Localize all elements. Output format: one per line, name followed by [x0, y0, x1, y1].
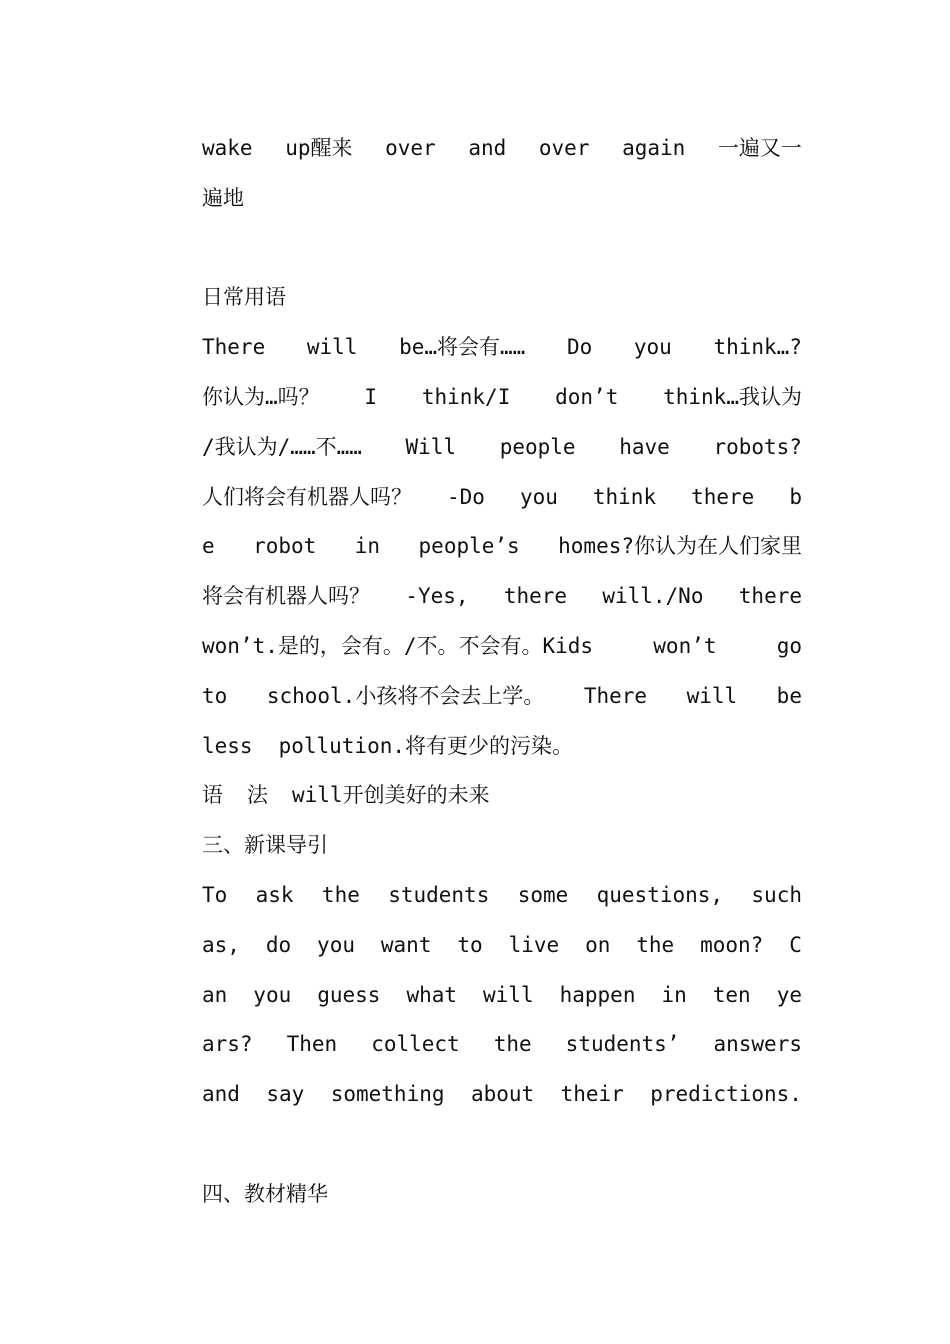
word: 四、教材精华: [202, 1181, 328, 1206]
word: won’t: [653, 633, 717, 658]
word: the: [493, 1032, 532, 1057]
word: the: [636, 932, 675, 957]
word: homes?你认为在人们家里: [558, 534, 802, 559]
word: pollution.将有更少的污染。: [278, 733, 574, 758]
word: you: [253, 982, 292, 1007]
text-line: [202, 871, 802, 921]
word: go: [776, 633, 802, 658]
text-line: [202, 971, 802, 1021]
text-line: [202, 572, 802, 622]
word: 将会有机器人吗？: [202, 584, 370, 609]
word: happen: [559, 982, 636, 1007]
word: and: [202, 1082, 240, 1107]
word: will开创美好的未来: [292, 783, 490, 808]
word: people’s: [418, 534, 520, 559]
word: will: [483, 982, 534, 1007]
word: Do: [566, 335, 593, 360]
word: e: [202, 534, 215, 559]
word: what: [406, 982, 458, 1007]
word: To: [202, 882, 228, 907]
word: won’t.是的，会有。/不。不会有。Kids: [202, 633, 594, 658]
word: think…我认为: [663, 384, 802, 409]
word: 人们将会有机器人吗？: [202, 484, 412, 509]
word: will: [686, 683, 738, 708]
word: up醒来: [285, 136, 353, 160]
word: say: [266, 1082, 305, 1107]
word: students’: [565, 1032, 680, 1057]
word: 日常用语: [202, 285, 286, 310]
text-line: [202, 124, 802, 174]
word: people: [499, 434, 576, 459]
word: be…将会有……: [399, 335, 526, 360]
word: -Do: [447, 484, 485, 509]
word: C: [789, 932, 802, 957]
word: think/I: [421, 384, 511, 409]
word: on: [585, 932, 611, 957]
word: students: [388, 882, 490, 907]
word: predictions.: [650, 1082, 802, 1107]
word: about: [470, 1082, 535, 1107]
word: less: [202, 733, 253, 758]
word: again: [622, 136, 686, 160]
word: some: [517, 882, 569, 907]
word: 法: [247, 783, 268, 808]
word: think…?: [713, 335, 802, 360]
word: I: [364, 384, 378, 409]
word: 三、新课导引: [202, 833, 328, 858]
word: you: [633, 335, 672, 360]
word: 遍地: [202, 185, 244, 210]
word: -Yes,: [405, 584, 469, 609]
word: b: [789, 484, 802, 509]
word: collect: [371, 1032, 460, 1057]
word: ye: [776, 982, 802, 1007]
word: robots?: [713, 434, 802, 459]
word: school.小孩将不会去上学。: [266, 683, 545, 708]
word: will: [306, 335, 358, 360]
word: live: [508, 932, 560, 957]
word: /我认为/……不……: [202, 434, 362, 459]
text-line: [202, 771, 802, 821]
word: 语: [202, 783, 223, 808]
word: as,: [202, 932, 240, 957]
word: Then: [286, 1032, 338, 1057]
word: over: [538, 136, 590, 160]
word: over: [385, 136, 436, 160]
text-line: [202, 1170, 802, 1220]
text-line: [202, 373, 802, 423]
text-line: [202, 722, 802, 772]
word: you: [519, 484, 558, 509]
text-line: [202, 921, 802, 971]
word: moon?: [700, 932, 764, 957]
word: There: [583, 683, 648, 708]
word: ask: [255, 882, 294, 907]
blank-line: [202, 224, 802, 274]
word: guess: [317, 982, 381, 1007]
word: ten: [712, 982, 751, 1007]
word: such: [751, 882, 802, 907]
text-line: [202, 323, 802, 373]
text-line: [202, 622, 802, 672]
text-line: [202, 821, 802, 871]
text-line: [202, 672, 802, 722]
word: in: [661, 982, 687, 1007]
word: 你认为…吗？: [202, 384, 320, 409]
text-line: [202, 273, 802, 323]
text-line: [202, 1070, 802, 1120]
text-line: [202, 423, 802, 473]
word: to: [202, 683, 228, 708]
word: 一遍又一: [717, 136, 802, 160]
word: Will: [405, 434, 457, 459]
text-line: [202, 522, 802, 572]
word: will./No: [602, 584, 704, 609]
word: robot: [253, 534, 317, 559]
text-line: [202, 174, 802, 224]
word: an: [202, 982, 228, 1007]
word: in: [354, 534, 381, 559]
word: think: [592, 484, 657, 509]
document-page: [202, 124, 802, 1220]
text-line: [202, 1020, 802, 1070]
word: questions,: [596, 882, 724, 907]
word: and: [468, 136, 507, 160]
word: do: [265, 932, 292, 957]
word: to: [457, 932, 483, 957]
word: there: [503, 584, 568, 609]
word: ars?: [202, 1032, 253, 1057]
text-line: [202, 473, 802, 523]
word: wake: [202, 136, 253, 160]
word: the: [321, 882, 360, 907]
word: you: [317, 932, 355, 957]
word: answers: [713, 1032, 802, 1057]
word: want: [380, 932, 432, 957]
word: there: [691, 484, 755, 509]
word: have: [619, 434, 670, 459]
word: There: [202, 335, 266, 360]
word: be: [776, 683, 802, 708]
word: something: [330, 1082, 445, 1107]
word: their: [560, 1082, 624, 1107]
word: there: [738, 584, 802, 609]
blank-line: [202, 1120, 802, 1170]
word: don’t: [555, 384, 619, 409]
